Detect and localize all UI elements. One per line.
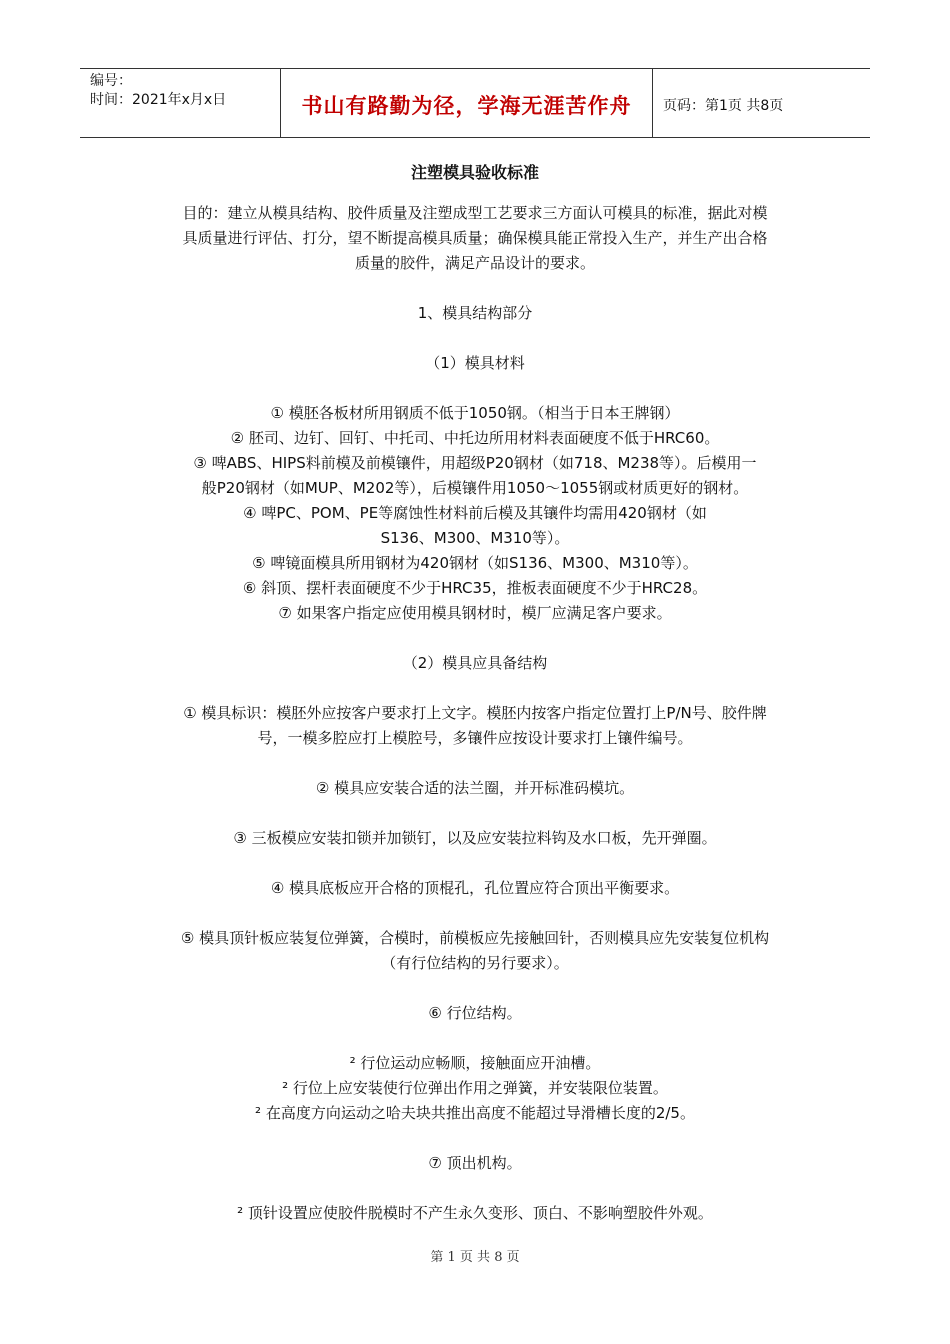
material-item: ③ 啤ABS、HIPS料前模及前模镶件，用超级P20钢材（如718、M238等）。后模用一: [193, 454, 757, 472]
structure-item: （有行位结构的另行要求）。: [381, 954, 569, 972]
structure-item: ⑦ 顶出机构。: [428, 1154, 522, 1172]
structure-item: ⑥ 行位结构。: [428, 1004, 522, 1022]
material-item: ② 胚司、边钉、回钉、中托司、中托边所用材料表面硬度不低于HRC60。: [230, 429, 720, 447]
header-motto: 书山有路勤为径，学海无涯苦作舟: [280, 69, 653, 137]
material-item: ④ 啤PC、POM、PE等腐蚀性材料前后模及其镶件均需用420钢材（如: [243, 504, 707, 522]
section-heading: 1、模具结构部分: [417, 304, 533, 322]
document-body: [140, 160, 810, 1226]
material-item: 般P20钢材（如MUP、M202等），后模镶件用1050～1055钢或材质更好的钢材。: [201, 479, 749, 497]
slider-point: ² 行位运动应畅顺，接触面应开油槽。: [349, 1054, 601, 1072]
ejector-point: ² 顶针设置应使胶件脱模时不产生永久变形、顶白、不影响塑胶件外观。: [237, 1204, 713, 1222]
slider-point: ² 在高度方向运动之哈夫块共推出高度不能超过导滑槽长度的2/5。: [255, 1104, 695, 1122]
structure-item: ③ 三板模应安装扣锁并加锁钉，以及应安装拉料钩及水口板，先开弹圈。: [233, 829, 717, 847]
purpose-line: 目的：建立从模具结构、胶件质量及注塑成型工艺要求三方面认可模具的标准，据此对模: [182, 204, 768, 222]
material-item: ⑦ 如果客户指定应使用模具钢材时，模厂应满足客户要求。: [278, 604, 672, 622]
structure-item: ② 模具应安装合适的法兰圈，并开标准码模坑。: [315, 779, 635, 797]
subsection-heading: （2）模具应具备结构: [402, 654, 548, 672]
material-item: S136、M300、M310等）。: [380, 529, 570, 547]
structure-item: 号，一模多腔应打上模腔号，多镶件应按设计要求打上镶件编号。: [257, 729, 693, 747]
material-item: ⑥ 斜顶、摆杆表面硬度不少于HRC35，推板表面硬度不少于HRC28。: [242, 579, 708, 597]
material-item: ⑤ 啤镜面模具所用钢材为420钢材（如S136、M300、M310等）。: [252, 554, 698, 572]
page-header: [80, 68, 870, 138]
structure-item: ⑤ 模具顶针板应装复位弹簧，合模时，前模板应先接触回针，否则模具应先安装复位机构: [180, 929, 770, 947]
document-title: 注塑模具验收标准: [410, 163, 539, 182]
page-footer: 第 1 页 共 8 页: [430, 1250, 520, 1265]
header-meta: [80, 69, 280, 137]
purpose-line: 质量的胶件，满足产品设计的要求。: [354, 254, 595, 272]
serial-number-label: 编号：: [90, 73, 132, 89]
structure-item: ④ 模具底板应开合格的顶棍孔，孔位置应符合顶出平衡要求。: [270, 879, 680, 897]
date-label: 时间：2021年x月x日: [90, 92, 227, 108]
purpose-line: 具质量进行评估、打分，望不断提高模具质量；确保模具能正常投入生产，并生产出合格: [182, 229, 768, 247]
subsection-heading: （1）模具材料: [425, 354, 525, 372]
header-page-info: 页码：第1页 共8页: [663, 98, 784, 114]
material-item: ① 模胚各板材所用钢质不低于1050钢。（相当于日本王牌钢）: [270, 404, 680, 422]
slider-point: ² 行位上应安装使行位弹出作用之弹簧，并安装限位装置。: [282, 1079, 668, 1097]
structure-item: ① 模具标识：模胚外应按客户要求打上文字。模胚内按客户指定位置打上P/N号、胶件牌: [183, 704, 767, 722]
